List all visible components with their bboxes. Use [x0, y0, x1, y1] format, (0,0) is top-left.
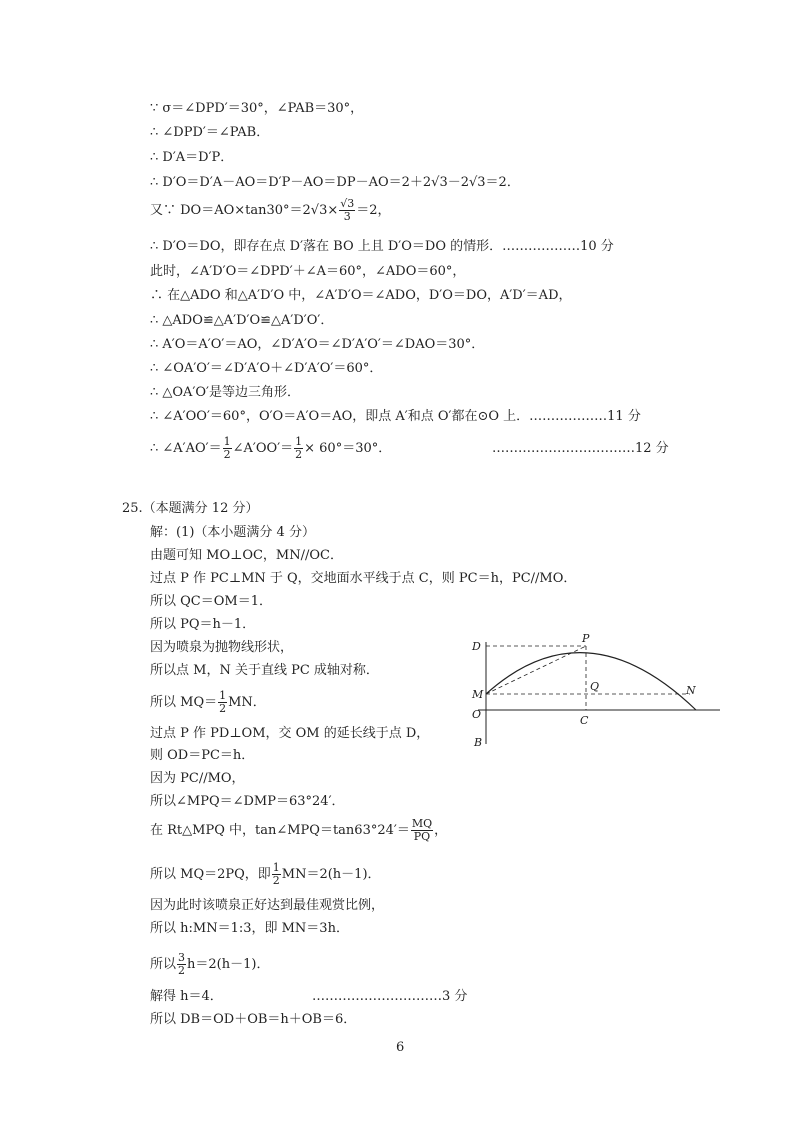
line14-text-mid: ∠A′OO′＝: [232, 441, 294, 456]
line14-text-end: × 60°＝30°．: [304, 441, 392, 456]
s13-text-end: ，: [434, 823, 448, 838]
s17-text: 所以: [150, 957, 177, 972]
s14-text: 所以 MQ＝2PQ，即: [150, 867, 271, 882]
s8-text: 所以 MQ＝: [150, 695, 218, 710]
fraction: [223, 436, 232, 461]
proof-line-10: ∴ A′O＝A′O′＝AO，∠D′A′O＝∠D′A′O′＝∠DAO＝30°．: [150, 337, 485, 352]
page-number: 6: [396, 1040, 405, 1055]
fraction-numerator: 1: [295, 435, 303, 448]
fraction: [272, 862, 281, 887]
proof-line-5: [150, 198, 391, 223]
fraction: [411, 818, 433, 843]
line5-text-end: ＝2，: [356, 203, 391, 218]
fraction-numerator: √3: [340, 197, 355, 210]
fraction-denominator: 2: [219, 702, 227, 715]
proof-line-1: ∵ σ＝∠DPD′＝30°，∠PAB＝30°，: [150, 101, 364, 116]
solution-line-8: [150, 690, 266, 715]
fraction-denominator: PQ: [413, 830, 431, 843]
solution-line-7: 所以点 M，N 关于直线 PC 成轴对称．: [150, 663, 379, 678]
solution-line-18: 解得 h＝4．: [150, 989, 223, 1004]
proof-line-9: ∴ △ADO≌△A′D′O≌△A′D′O′．: [150, 313, 334, 328]
proof-line-8: ∴ 在△ADO 和△A′D′O 中，∠A′D′O＝∠ADO，D′O＝DO，A′D′＝AD，: [150, 288, 572, 303]
fraction-numerator: 1: [272, 861, 280, 874]
proof-line-13: ∴ ∠A′OO′＝60°，O′O＝A′O＝AO，即点 A′和点 O′都在⊙O 上．………………11 分: [150, 409, 641, 424]
s13-text: 在 Rt△MPQ 中，tan∠MPQ＝tan63°24′＝: [150, 823, 410, 838]
line14-text: ∴ ∠A′AO′＝: [150, 441, 222, 456]
solution-line-6: 因为喷泉为抛物线形状，: [150, 640, 294, 655]
solution-line-16: 所以 h:MN＝1:3，即 MN＝3h．: [150, 921, 349, 936]
s14-text-end: MN＝2(h－1)．: [281, 867, 381, 882]
fraction-denominator: 2: [223, 448, 231, 461]
solution-line-14: [150, 862, 381, 887]
solution-line-10: 则 OD＝PC＝h．: [150, 748, 255, 763]
fraction: [339, 198, 355, 223]
fraction-denominator: 2: [178, 964, 186, 977]
solution-line-9: 过点 P 作 PD⊥OM，交 OM 的延长线于点 D，: [150, 726, 430, 741]
fraction-denominator: 3: [343, 210, 351, 223]
s17-text-end: h＝2(h－1)．: [187, 957, 270, 972]
solution-line-2: 由题可知 MO⊥OC，MN//OC．: [150, 548, 343, 563]
solution-line-15: 因为此时该喷泉正好达到最佳观赏比例，: [150, 898, 385, 913]
solution-line-5: 所以 PQ＝h－1．: [150, 617, 256, 632]
fraction: [218, 690, 227, 715]
fraction-numerator: 1: [223, 435, 231, 448]
label-b: B: [474, 736, 483, 749]
solution-line-17: [150, 952, 269, 977]
line5-text: 又∵ DO＝AO×tan30°＝2√3×: [150, 203, 339, 218]
solution-line-11: 因为 PC//MO，: [150, 771, 245, 786]
score-12: ……………………………12 分: [492, 441, 669, 456]
label-d: D: [472, 640, 481, 653]
solution-line-3: 过点 P 作 PC⊥MN 于 Q，交地面水平线于点 C，则 PC＝h，PC//MO．: [150, 571, 577, 586]
proof-line-12: ∴ △OA′O′是等边三角形．: [150, 385, 301, 400]
solution-line-4: 所以 QC＝OM＝1．: [150, 594, 272, 609]
label-o: O: [472, 708, 482, 721]
proof-line-14: [150, 436, 391, 461]
proof-line-4: ∴ D′O＝D′A－AO＝D′P－AO＝DP－AO＝2＋2√3－2√3＝2．: [150, 175, 520, 190]
proof-line-7: 此时，∠A′D′O＝∠DPD′＋∠A＝60°，∠ADO＝60°，: [150, 264, 466, 279]
question-25-heading: 25.（本题满分 12 分）: [122, 501, 259, 516]
solution-line-1: 解：(1)（本小题满分 4 分）: [150, 525, 315, 540]
dashed-mp: [486, 646, 586, 694]
s8-text-end: MN．: [228, 695, 266, 710]
proof-line-3: ∴ D′A＝D′P．: [150, 150, 234, 165]
fraction-denominator: 2: [272, 874, 280, 887]
label-n: N: [686, 684, 696, 697]
label-c: C: [580, 714, 589, 727]
label-p: P: [582, 632, 590, 645]
proof-line-6: ∴ D′O＝DO，即存在点 D′落在 BO 上且 D′O＝DO 的情形．………………10 分: [150, 239, 614, 254]
solution-line-12: 所以∠MPQ＝∠DMP＝63°24′．: [150, 794, 345, 809]
fraction-denominator: 2: [295, 448, 303, 461]
fraction-numerator: MQ: [411, 817, 433, 830]
label-m: M: [472, 688, 484, 701]
fraction: [294, 436, 303, 461]
fraction: [177, 952, 186, 977]
fountain-figure: [468, 628, 728, 753]
proof-line-2: ∴ ∠DPD′＝∠PAB．: [150, 125, 270, 140]
solution-line-19: 所以 DB＝OD＋OB＝h＋OB＝6．: [150, 1012, 357, 1027]
solution-line-13: [150, 818, 447, 843]
score-3: …………………………3 分: [312, 989, 468, 1004]
proof-line-11: ∴ ∠OA′O′＝∠D′A′O＋∠D′A′O′＝60°．: [150, 361, 383, 376]
fraction-numerator: 1: [219, 689, 227, 702]
label-q: Q: [590, 680, 600, 693]
fraction-numerator: 3: [178, 951, 186, 964]
